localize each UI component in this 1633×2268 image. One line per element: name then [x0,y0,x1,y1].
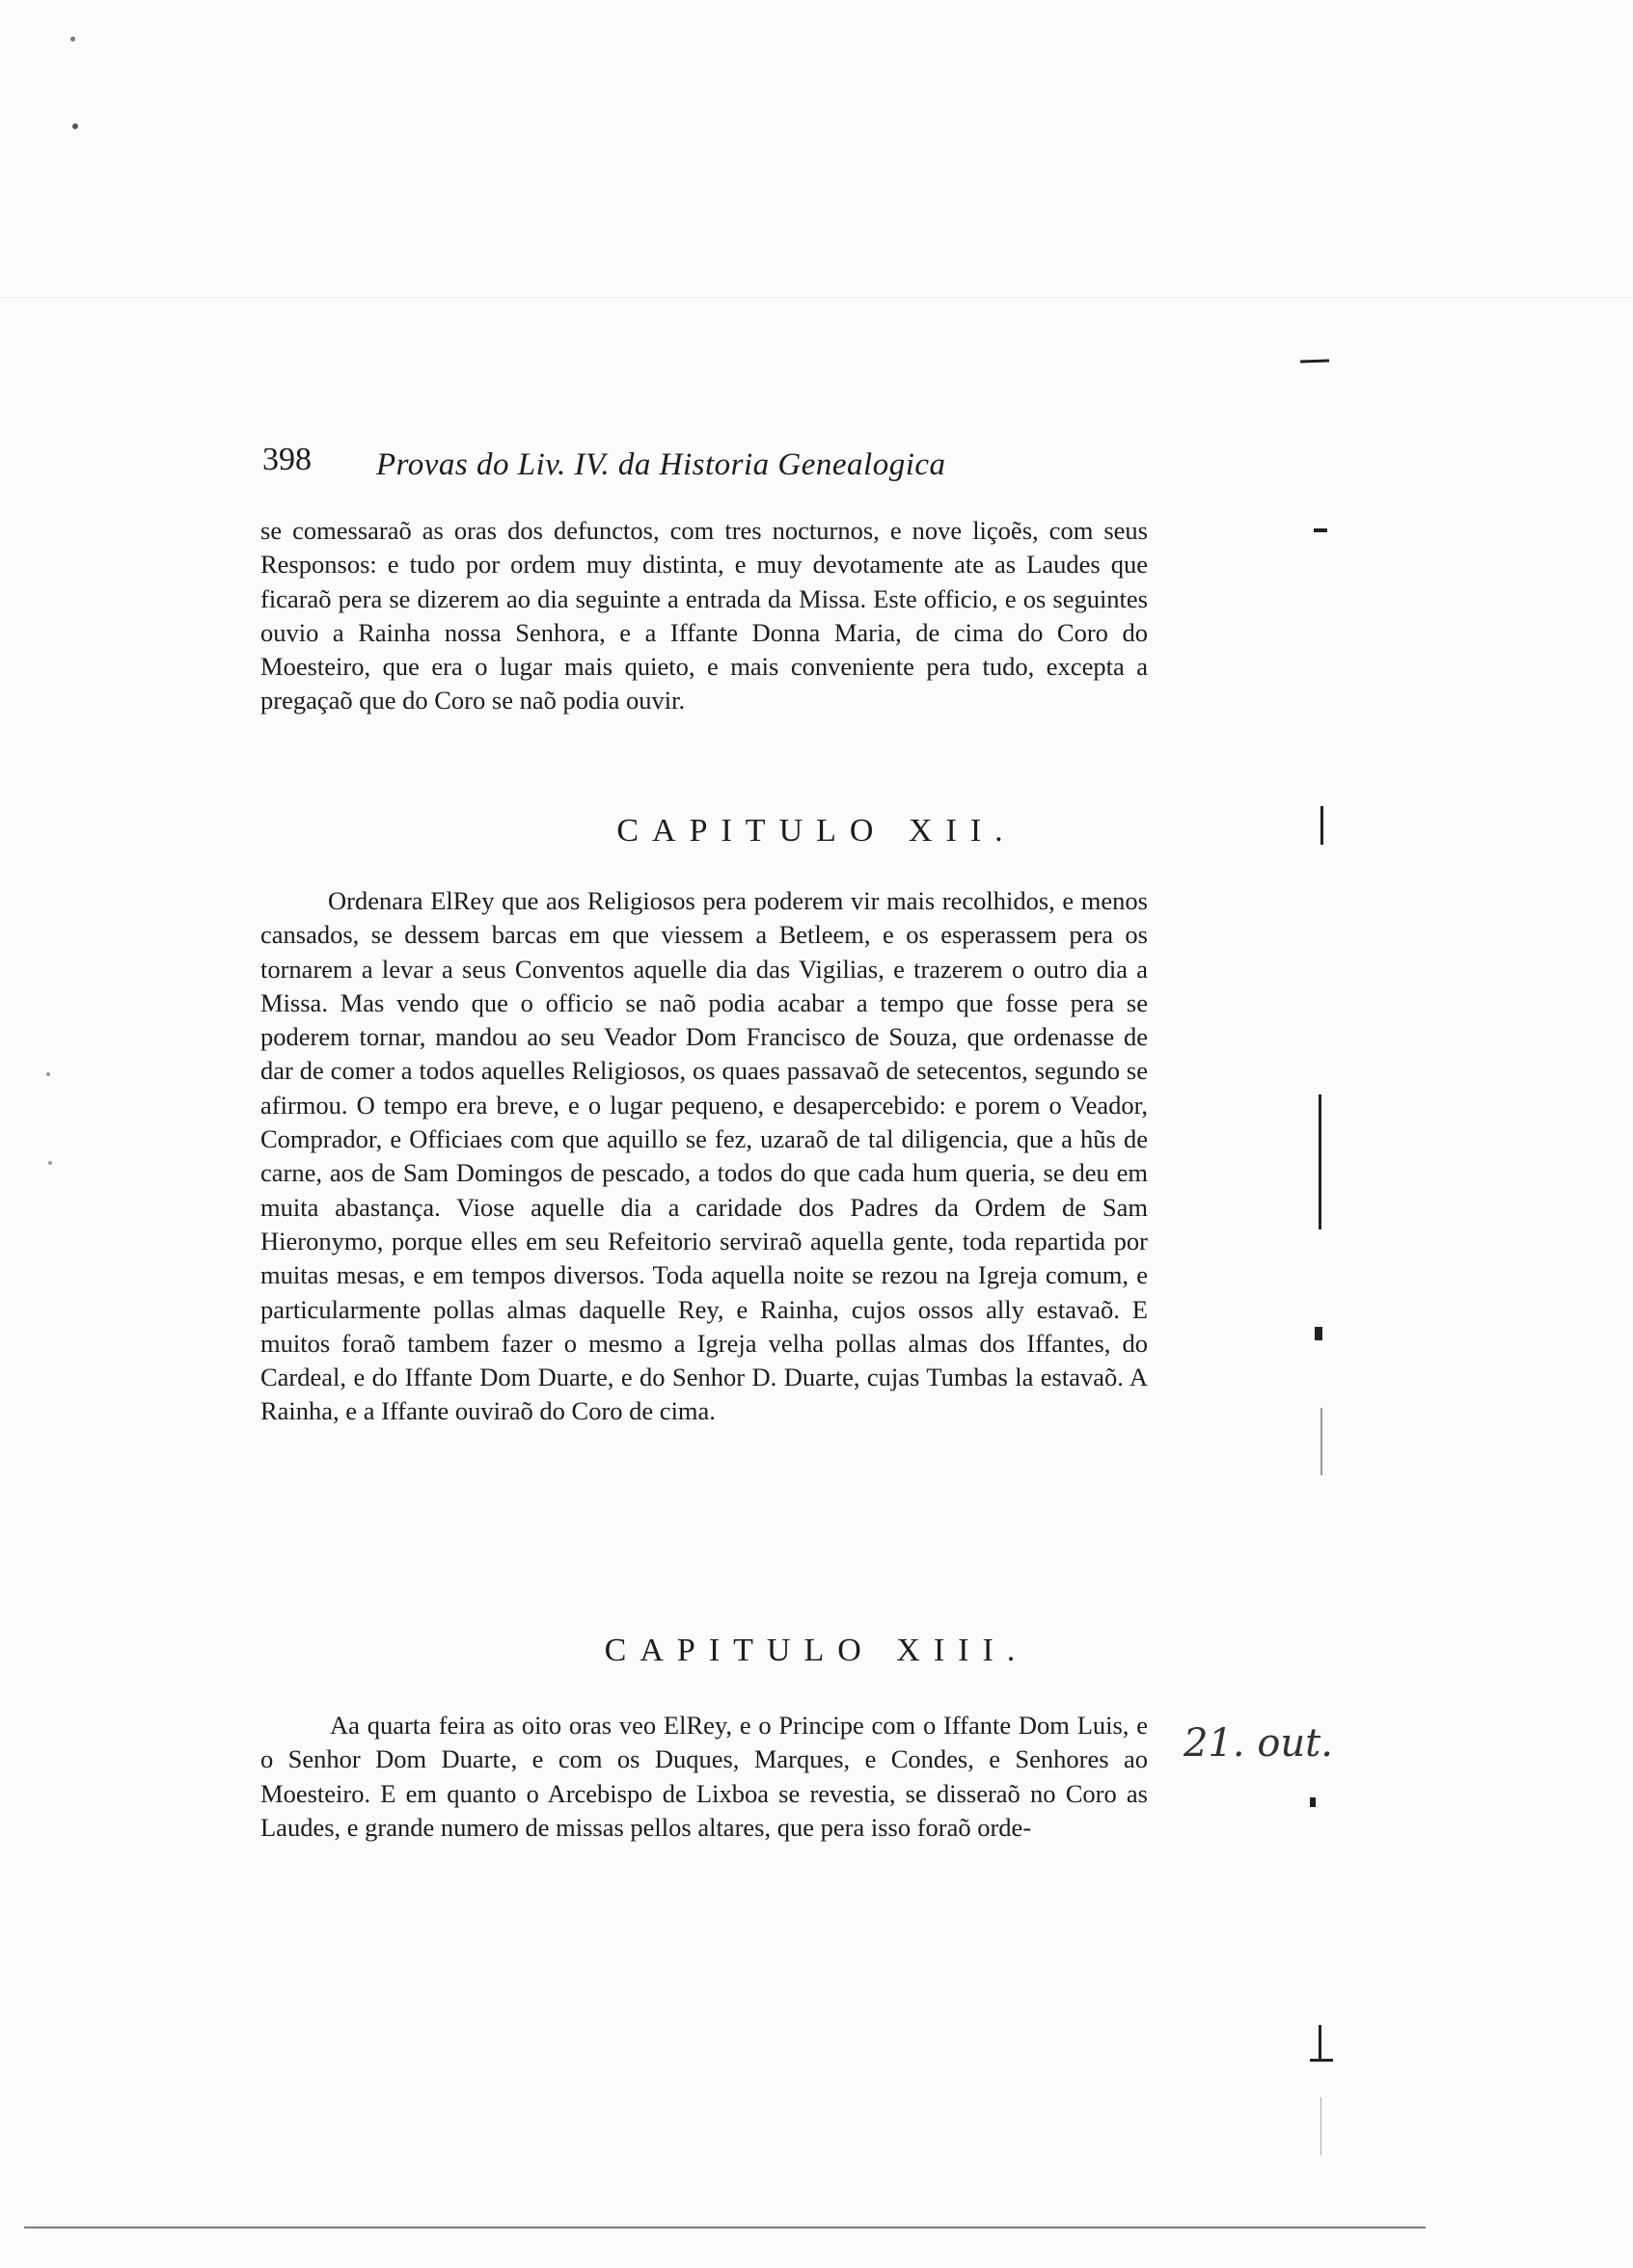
margin-mark [1320,2097,1321,2155]
margin-mark [1310,1797,1316,1807]
margin-mark [1320,806,1323,845]
scan-sheet-edge [0,297,1633,298]
page-number: 398 [262,442,312,477]
scan-speck [70,37,75,41]
paragraph-1: se comessaraõ as oras dos defunctos, com tres nocturnos, e nove liçoẽs, com seus Responsos: e tudo por ordem muy distinta, e muy devotamente ate as Laudes que ficaraõ pera se dizerem ao dia seguinte a entrada da Missa. Este officio, e os seguintes ouvio a Rainha nossa Senhora, e a Iffante Donna Maria, de cima do Coro do Moesteiro, que era o lugar mais quieto, e mais conveniente pera tudo, excepta a pregaçaõ que do Coro se naõ podia ouvir. [260,516,1148,716]
margin-mark [1319,2025,1321,2060]
paragraph-3: Aa quarta feira as oito oras veo ElRey, e o Principe com o Iffante Dom Luis, e o Senhor Dom Duarte, e com os Duques, Marques, e Condes, e Senhores ao Moesteiro. E em quanto o Arcebispo de Lixboa se revestia, se disseraõ no Coro as Laudes, e grande numero de missas pellos altares, que pera isso foraõ orde- [260,1711,1148,1842]
margin-mark [1319,1094,1321,1229]
handwritten-margin-note: 21. out. [1184,1721,1333,1766]
margin-mark [1300,359,1329,363]
scan-speck [46,1072,50,1076]
running-title: Provas do Liv. IV. da Historia Genealogica [376,447,946,482]
margin-mark [1315,1327,1322,1340]
margin-mark [1310,2059,1333,2062]
scan-speck [72,123,78,129]
paragraph-2: Ordenara ElRey que aos Religiosos pera poderem vir mais recolhidos, e menos cansados, se dessem barcas em que viessem a Betleem, e os esperassem pera os tornarem a levar a seus Conventos aquelle dia das Vigilias, e trazerem o outro dia a Missa. Mas vendo que o officio se naõ podia acabar a tempo que fosse pera se poderem tornar, mandou ao seu Veador Dom Francisco de Souza, que ordenasse de dar de comer a todos aquelles Religiosos, os quaes passavaõ de setecentos, segundo se afirmou. O tempo era breve, e o lugar pequeno, e desapercebido: e porem o Veador, Comprador, e Officiaes com que aquillo se fez, uzaraõ de tal diligencia, que a hũs de carne, aos de Sam Domingos de pescado, a todos do que cada hum queria, se deu em muita abastança. Viose aquelle dia a caridade dos Padres da Ordem de Sam Hieronymo, porque elles em seu Refeitorio serviraõ aquella gente, toda repartida por muitas mesas, e em tempos diversos. Toda aquella noite se rezou na Igreja comum, e particularmente pollas almas daquelle Rey, e Rainha, cujos ossos ally estavaõ. E muitos foraõ tambem fazer o mesmo a Igreja velha pollas almas dos Iffantes, do Cardeal, e do Iffante Dom Duarte, e do Senhor D. Duarte, cujas Tumbas la estavaõ. A Rainha, e a Iffante ouviraõ do Coro de cima. [260,886,1148,1426]
page-header [262,442,1150,490]
chapter-13-heading: CAPITULO XIII. [604,1633,1029,1668]
margin-mark [1314,528,1327,532]
scan-speck [48,1161,52,1165]
chapter-12-heading: CAPITULO XII. [616,813,1017,849]
margin-mark [1320,1408,1322,1475]
scan-bottom-edge [24,2227,1426,2228]
